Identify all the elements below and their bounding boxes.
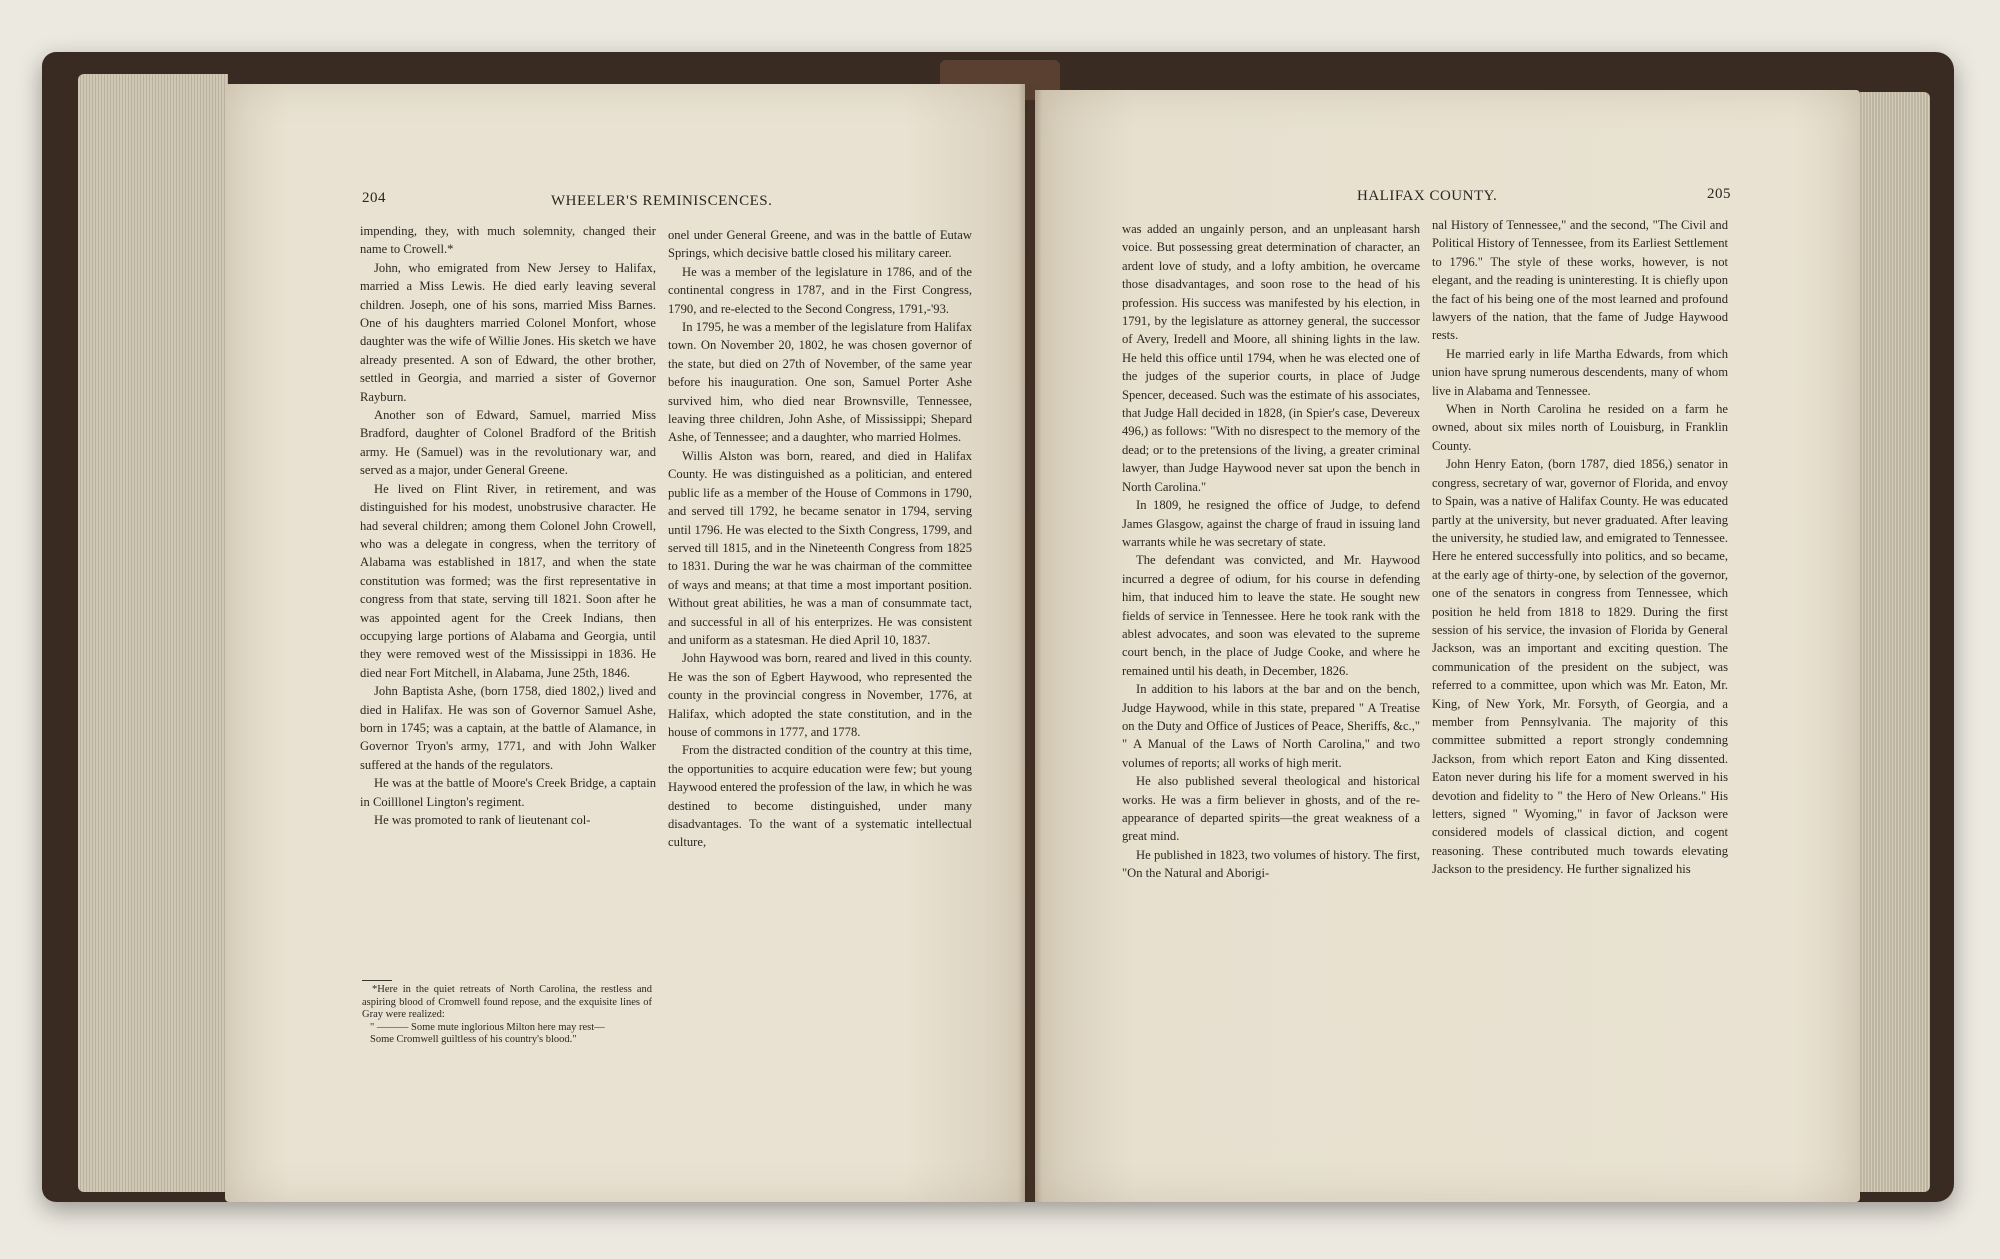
right-running-head: HALIFAX COUNTY. xyxy=(1357,188,1498,204)
paragraph: He was a member of the legislature in 1786, and of the continental congress in 1787, and in the First Congress, 1790, and re-elected to the Second Congress, 1791,-'93. xyxy=(668,264,972,316)
paragraph: impending, they, with much solemnity, changed their name to Crowell.* xyxy=(360,224,656,257)
paragraph: He was promoted to rank of lieutenant col- xyxy=(374,813,591,827)
right-page-number: 205 xyxy=(1707,186,1731,202)
paragraph: nal History of Tennessee," and the second, "The Civil and Political History of Tennessee, from its Earliest Settlement to 1796." The style of these works, however, is not elegant, and the reading is uninteresting. It is chiefly upon the fact of his being one of the most learned and profound lawyers of the nation, that the fame of Judge Haywood rests. xyxy=(1432,218,1728,343)
paragraph: He published in 1823, two volumes of history. The first, "On the Natural and Aborigi- xyxy=(1122,847,1420,881)
left-page-number: 204 xyxy=(362,190,386,206)
paragraph: *Here in the quiet retreats of North Carolina, the restless and aspiring blood of Cromwell found repose, and the exquisite lines of Gray were realized: xyxy=(362,984,652,1020)
paragraph: Another son of Edward, Samuel, married Miss Bradford, daughter of Colonel Bradford of the British army. He (Samuel) was in the revolutionary war, and served as a major, under General Greene. xyxy=(360,408,656,478)
left-page-footnote xyxy=(362,984,652,1047)
paragraph: Some Cromwell guiltless of his country's blood." xyxy=(370,1034,577,1045)
left-page-column-1 xyxy=(360,222,656,829)
right-page-column-2 xyxy=(1432,216,1728,879)
paragraph: From the distracted condition of the country at this time, the opportunities to acquire education were few; but young Haywood entered the profession of the law, in which he was destined to become distinguished, under many disadvantages. To the want of a systematic intellectual culture, xyxy=(668,743,972,850)
paragraph: In 1795, he was a member of the legislature from Halifax town. On November 20, 1802, he was chosen governor of the state, but died on 27th of November, of the same year before his inauguration. One son, Samuel Porter Ashe survived him, who died near Brownsville, Tennessee, leaving three children, John Ashe, of Mississippi; Shepard Ashe, of Tennessee; and a daughter, who married Holmes. xyxy=(668,320,972,445)
left-page-edges xyxy=(78,74,228,1192)
paragraph: He also published several theological and historical works. He was a firm believer in ghosts, and of the re-appearance of departed spirits—the great weakness of a great mind. xyxy=(1122,774,1420,844)
paragraph: He lived on Flint River, in retirement, and was distinguished for his modest, unobstrusive character. He had several children; among them Colonel John Crowell, who was a delegate in congress, when the territory of Alabama was established in 1817, and when the state constitution was formed; was the first representative in congress from that state, serving till 1821. Soon after he was appointed agent for the Creek Indians, then occupying large portions of Alabama and Georgia, until they were removed west of the Mississippi in 1836. He died near Fort Mitchell, in Alabama, June 25th, 1846. xyxy=(360,481,656,680)
paragraph: In addition to his labors at the bar and on the bench, Judge Haywood, while in this state, prepared " A Treatise on the Duty and Office of Justices of Peace, Sheriffs, &c.," " A Manual of the Laws of North Carolina," and two volumes of reports; all works of high merit. xyxy=(1122,682,1420,770)
paragraph: When in North Carolina he resided on a farm he owned, about six miles north of Louisburg, in Franklin County. xyxy=(1432,402,1728,453)
paragraph: was added an ungainly person, and an unpleasant harsh voice. But possessing great determination of character, an ardent love of study, and a lofty ambition, he overcame those disadvantages, and soon rose to the head of his profession. His success was manifested by his election, in 1791, by the legislature as attorney general, the successor of Avery, Iredell and Moore, all shining lights in the law. He held this office until 1794, when he was elected one of the judges of the superior courts, in place of Judge Spencer, deceased. Such was the estimate of his associates, that Judge Hall decided in 1828, (in Spier's case, Devereux 496,) as follows: "With no disrespect to the memory of the dead; or to the pretensions of the living, a greater criminal lawyer, than Judge Haywood never sat upon the bench in North Carolina." xyxy=(1122,222,1420,494)
right-page-edges xyxy=(1860,92,1930,1192)
paragraph: The defendant was convicted, and Mr. Haywood incurred a degree of odium, for his course in defending him, that induced him to leave the state. He sought new fields of service in Tennessee. Here he took rank with the ablest advocates, and soon was elevated to the supreme court bench, in the place of Judge Cooke, and where he remained until his death, in December, 1826. xyxy=(1122,553,1420,678)
paragraph: " ——— Some mute inglorious Milton here may rest— xyxy=(370,1021,605,1033)
paragraph: John, who emigrated from New Jersey to Halifax, married a Miss Lewis. He died early leaving several children. Joseph, one of his sons, married Miss Barnes. One of his daughters married Colonel Monfort, whose daughter was the wife of Willie Jones. His sketch we have already presented. A son of Edward, the other brother, settled in Georgia, and married a sister of Governor Rayburn. xyxy=(360,260,656,404)
left-running-head: WHEELER'S REMINISCENCES. xyxy=(551,193,773,209)
paragraph: He married early in life Martha Edwards, from which union have sprung numerous descendents, many of whom live in Alabama and Tennessee. xyxy=(1432,346,1728,398)
paragraph: John Haywood was born, reared and lived in this county. He was the son of Egbert Haywood, who represented the county in the provincial congress in November, 1776, at Halifax, which adopted the state constitution, and in the house of commons in 1777, and 1778. xyxy=(668,651,972,739)
paragraph: He was at the battle of Moore's Creek Bridge, a captain in Coilllonel Lington's regiment. xyxy=(360,776,656,809)
footnote-rule xyxy=(362,980,392,981)
paragraph: In 1809, he resigned the office of Judge, to defend James Glasgow, against the charge of fraud in issuing land warrants while he was secretary of state. xyxy=(1122,498,1420,549)
paragraph: onel under General Greene, and was in the battle of Eutaw Springs, which decisive battle closed his military career. xyxy=(668,228,972,261)
left-page-column-2 xyxy=(668,226,972,852)
paragraph: John Baptista Ashe, (born 1758, died 1802,) lived and died in Halifax. He was son of Governor Samuel Ashe, born in 1745; was a captain, at the battle of Alamance, in Governor Tryon's army, 1771, and with John Walker suffered at the hands of the regulators. xyxy=(360,684,656,772)
paragraph: John Henry Eaton, (born 1787, died 1856,) senator in congress, secretary of war, governor of Florida, and envoy to Spain, was a native of Halifax County. He was educated partly at the university, but never graduated. After leaving the university, he studied law, and emigrated to Tennessee. Here he entered successfully into politics, and so became, at the early age of thirty-one, by selection of the governor, one of the senators in congress from Tennessee, which position he held from 1818 to 1829. During the first session of his service, the invasion of Florida by General Jackson, was an important and exciting question. The communication of the president on the subject, was referred to a committee, upon which was Mr. Eaton, Mr. King, of New York, Mr. Forsyth, of Georgia, and a member from Pennsylvania. The majority of this committee submitted a report strongly condemning Jackson, from which report Eaton and King dissented. Eaton never during his life for a moment swerved in his devotion and fidelity to " the Hero of New Orleans." His letters, signed " Wyoming," in favor of Jackson were considered models of classical diction, and cogent reasoning. These contributed much towards elevating Jackson to the presidency. He further signalized his xyxy=(1432,457,1728,877)
book-gutter xyxy=(1018,84,1042,1202)
right-page-column-1 xyxy=(1122,220,1420,883)
paragraph: Willis Alston was born, reared, and died in Halifax County. He was distinguished as a politician, and entered public life as a member of the House of Commons in 1790, and served till 1792, he became senator in 1794, serving until 1796. He was elected to the Sixth Congress, 1799, and served till 1815, and in the Nineteenth Congress from 1825 to 1831. During the war he was chairman of the committee of ways and means; at that time a most important position. Without great abilities, he was a man of consummate tact, and successful in all of his enterprizes. He was consistent and uniform as a statesman. He died April 10, 1837. xyxy=(668,448,972,647)
